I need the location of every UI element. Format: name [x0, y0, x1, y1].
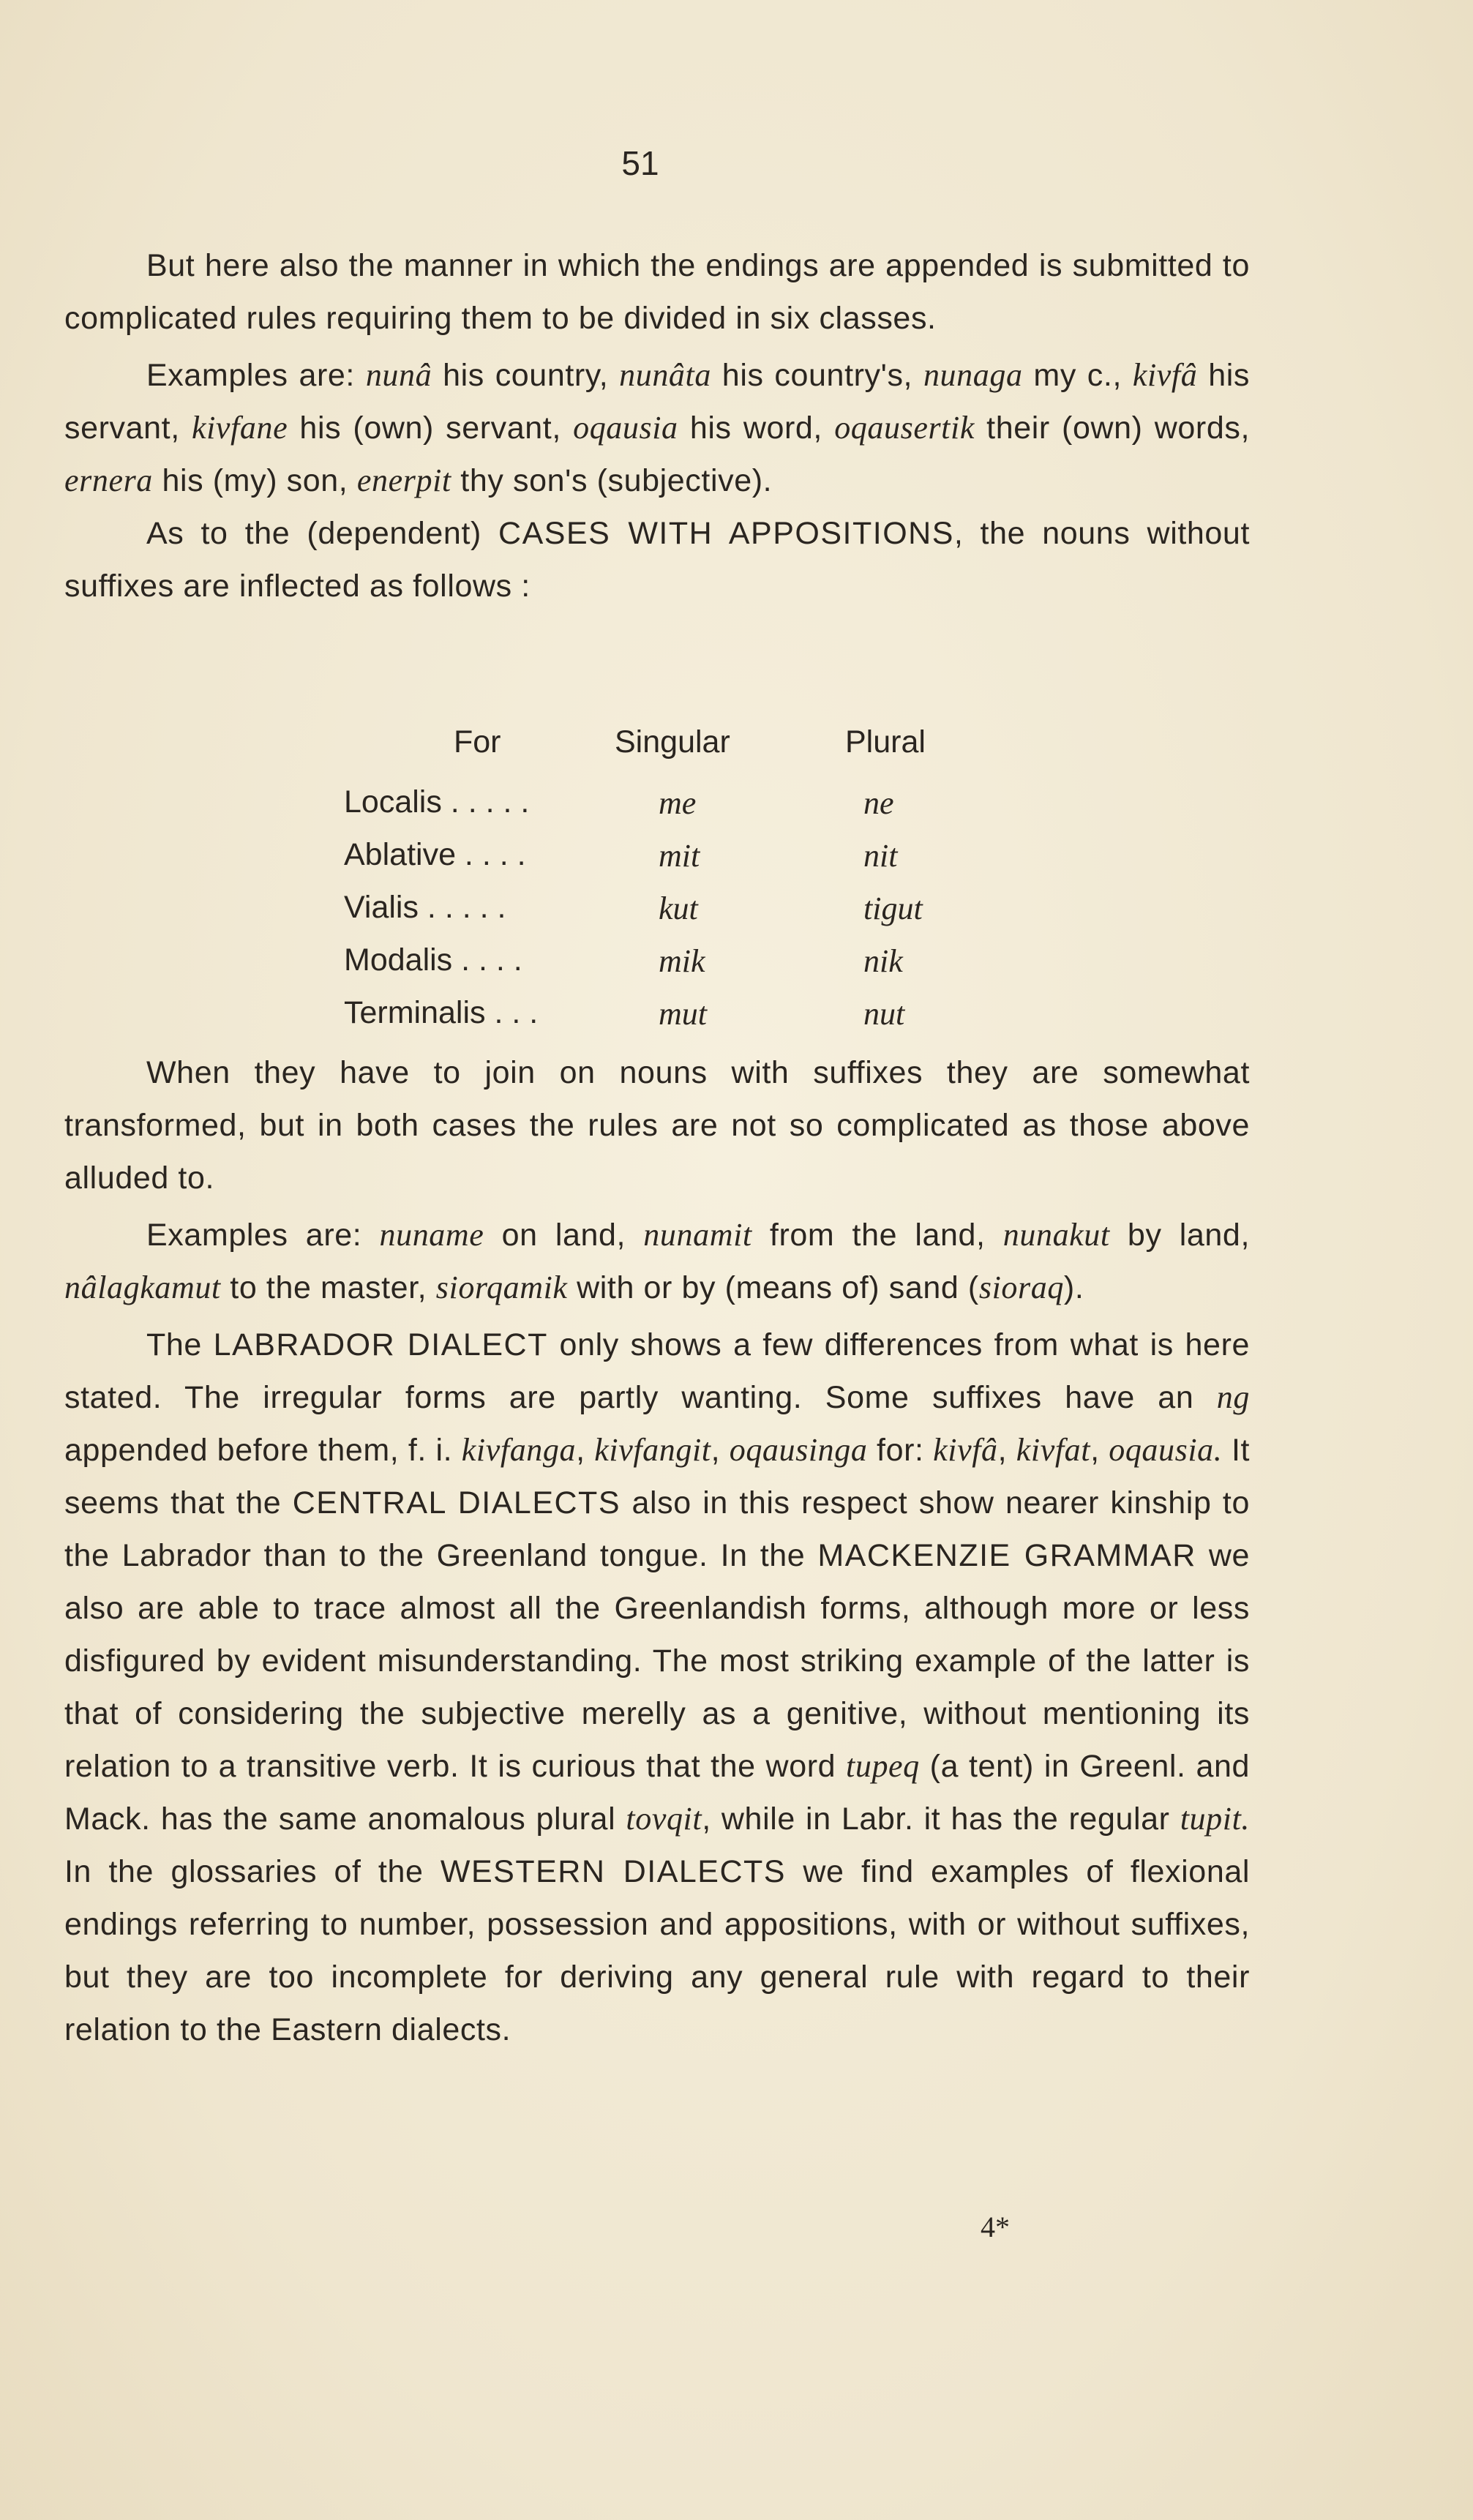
- table-header: [344, 724, 1002, 777]
- table-row: Terminalis . . . mut nut: [344, 995, 905, 1032]
- table-row: Modalis . . . . mik nik: [344, 942, 903, 979]
- header-singular: Singular: [615, 724, 730, 760]
- text-block-lower: [64, 1046, 1250, 2056]
- paragraph-examples-2: Examples are: nuname on land, nunamit from the land, nunakut by land, nâlagkamut to the master, siorqamik with or by (means of) sand (sioraq).: [64, 1217, 1250, 1305]
- signature-mark: 4*: [981, 2210, 1010, 2243]
- case-endings-table: [344, 724, 1002, 1048]
- paragraph-examples-1: Examples are: nunâ his country, nunâta his country's, nunaga my c., kivfâ his servant, kivfane his (own) servant, oqausia his word, oqausertik their (own) words, ernera his (my) son, enerpit thy son's (subjective).: [64, 357, 1251, 498]
- table-row: Localis . . . . . me ne: [344, 784, 894, 821]
- paragraph-suffixes: When they have to join on nouns with suffixes they are somewhat transformed, but in both cases the rules are not so complicated as those above alluded to.: [64, 1055, 1250, 1196]
- page-number: 51: [621, 144, 659, 182]
- paragraph-intro: But here also the manner in which the endings are appended is submitted to complicated rules requiring them to be divided in six classes.: [64, 248, 1250, 336]
- header-for: For: [454, 724, 501, 760]
- paragraph-dialects: The LABRADOR DIALECT only shows a few differences from what is here stated. The irregular forms are partly wanting. Some suffixes have an ng appended before them, f. i. kivfanga, kivfangit, oqausinga for: kivfâ, kivfat, oqausia. It seems that the CENTRAL DIALECTS also in this respect show nearer kinship to the Labrador than to the Greenland tongue. In the MACKENZIE GRAMMAR we also are able to trace almost all the Greenlandish forms, although more or less disfigured by evident misunderstanding. The most striking example of the latter is that of considering the subjective merelly as a genitive, without mentioning its relation to a transitive verb. It is curious that the word tupeq (a tent) in Greenl. and Mack. has the same anomalous plural tovqit, while in Labr. it has the regular tupit. In the glossaries of the WESTERN DIALECTS we find examples of flexional endings referring to number, possession and appositions, with or without suffixes, but they are too incomplete for deriving any general rule with regard to their relation to the Eastern dialects.: [64, 1327, 1251, 2047]
- table-row: Vialis . . . . . kut tigut: [344, 890, 923, 926]
- table-row: Ablative . . . . mit nit: [344, 837, 898, 874]
- paragraph-cases: As to the (dependent) CASES WITH APPOSITIONS, the nouns without suffixes are inflected as follows :: [64, 516, 1250, 604]
- header-plural: Plural: [845, 724, 926, 760]
- text-block-upper: [64, 239, 1250, 612]
